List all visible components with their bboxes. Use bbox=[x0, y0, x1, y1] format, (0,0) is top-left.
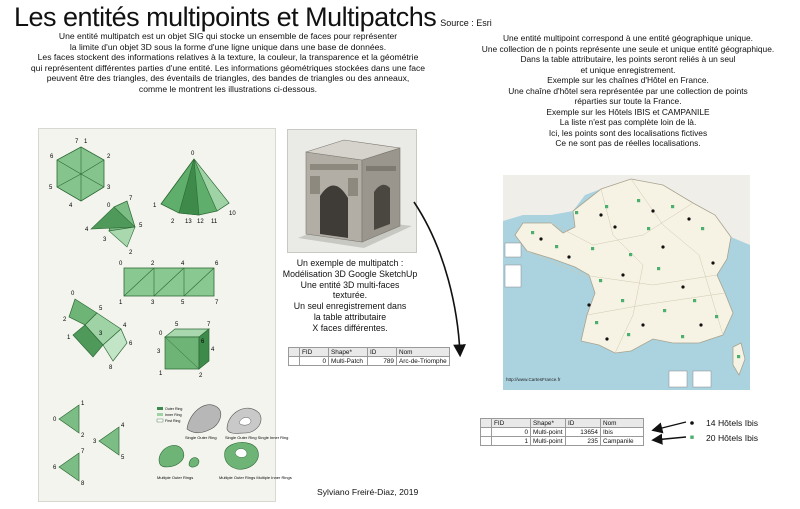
vertex-label: 6 bbox=[129, 341, 133, 347]
vertex-label: 3 bbox=[107, 185, 111, 191]
caption-line: la table attributaire bbox=[313, 311, 387, 322]
caption-line: texturée. bbox=[332, 290, 368, 301]
column-header[interactable]: Shape* bbox=[531, 419, 566, 428]
ibis-point[interactable] bbox=[599, 213, 602, 216]
ring-caption: Multiple Outer Rings Multiple Inner Rings bbox=[219, 475, 292, 480]
table-cell: 0 bbox=[492, 428, 531, 437]
vertex-label: 7 bbox=[215, 300, 219, 306]
overseas-inset bbox=[693, 371, 711, 387]
campanile-point[interactable] bbox=[621, 299, 624, 302]
table-cell: Multi-point bbox=[531, 428, 566, 437]
vertex-label: 13 bbox=[185, 219, 192, 225]
text-line: la limite d'un objet 3D sous la forme d'une ligne unique dans une base de données. bbox=[69, 41, 387, 52]
text-line: Une collection de n points représente une seule et unique entité géographique. bbox=[481, 43, 775, 54]
vertex-label: 4 bbox=[181, 261, 185, 267]
text-line: réparties sur toute la France. bbox=[574, 96, 682, 106]
vertex-label: 5 bbox=[49, 185, 53, 191]
vertex-label: 8 bbox=[109, 365, 113, 371]
table-cell: 789 bbox=[368, 357, 397, 366]
campanile-point[interactable] bbox=[681, 335, 684, 338]
campanile-point[interactable] bbox=[637, 199, 640, 202]
campanile-point[interactable] bbox=[671, 205, 674, 208]
ibis-point[interactable] bbox=[605, 337, 608, 340]
vertex-label: 0 bbox=[71, 291, 75, 297]
multipatch-arrow bbox=[414, 202, 460, 354]
table-row[interactable] bbox=[289, 357, 450, 366]
campanile-point[interactable] bbox=[657, 267, 660, 270]
vertex-label: 11 bbox=[211, 219, 218, 225]
vertex-label: 4 bbox=[85, 227, 89, 233]
campanile-point[interactable] bbox=[599, 279, 602, 282]
campanile-point[interactable] bbox=[737, 355, 740, 358]
vertex-label: 6 bbox=[50, 154, 54, 160]
vertex-label: 2 bbox=[151, 261, 155, 267]
vertex-label: 1 bbox=[84, 139, 88, 145]
vertex-label: 4 bbox=[211, 347, 215, 353]
vertex-label: 3 bbox=[93, 439, 97, 445]
france-map-drawing bbox=[503, 175, 750, 390]
campanile-point[interactable] bbox=[663, 309, 666, 312]
vertex-label: 2 bbox=[129, 250, 133, 256]
text-line: Ce ne sont pas de réelles localisations. bbox=[555, 138, 701, 148]
ibis-point[interactable] bbox=[613, 225, 616, 228]
table-cell: Multi-point bbox=[531, 437, 566, 446]
author-credit: Sylviano Freiré-Diaz, 2019 bbox=[317, 487, 419, 497]
campanile-point[interactable] bbox=[701, 227, 704, 230]
title-source: Source : Esri bbox=[440, 18, 492, 28]
text-line: Exemple sur les chaînes d'Hôtel en France. bbox=[547, 75, 709, 85]
ibis-point[interactable] bbox=[567, 255, 570, 258]
text-line: peuvent être des triangles, des éventails de triangles, des bandes de triangles ou des anneaux, bbox=[46, 73, 410, 84]
ring-legend-label: Outer Ring bbox=[165, 407, 183, 411]
campanile-point[interactable] bbox=[591, 247, 594, 250]
column-header[interactable]: Shape* bbox=[329, 348, 368, 357]
ibis-point[interactable] bbox=[587, 303, 590, 306]
vertex-label: 0 bbox=[159, 331, 163, 337]
text-line: Exemple sur les Hôtels IBIS et CAMPANILE bbox=[546, 106, 710, 117]
text-line: Une entité multipoint correspond à une entité géographique unique. bbox=[502, 33, 754, 43]
column-header[interactable]: Nom bbox=[397, 348, 450, 357]
vertex-label: 6 bbox=[215, 261, 219, 267]
vertex-label: 3 bbox=[103, 237, 107, 243]
table-cell: 13654 bbox=[566, 428, 601, 437]
caption-line: Un exemple de multipatch : bbox=[296, 258, 404, 268]
text-line: Une entité multipatch est un objet SIG qui stocke un ensemble de faces pour représenter bbox=[58, 31, 398, 41]
ibis-point[interactable] bbox=[699, 323, 702, 326]
ibis-point[interactable] bbox=[687, 217, 690, 220]
vertex-label: 1 bbox=[159, 371, 163, 377]
ring-caption: Multiple Outer Rings bbox=[157, 475, 194, 480]
vertex-label: 2 bbox=[107, 154, 111, 160]
ibis-point[interactable] bbox=[539, 237, 542, 240]
vertex-label: 4 bbox=[121, 423, 125, 429]
vertex-label: 4 bbox=[123, 323, 127, 329]
table-row[interactable] bbox=[481, 437, 644, 446]
vertex-label: 3 bbox=[151, 300, 155, 306]
text-line: Dans la table attributaire, les points seront reliés à un seul bbox=[520, 54, 736, 64]
vertex-label: 7 bbox=[207, 322, 211, 328]
vertex-label: 12 bbox=[197, 219, 204, 225]
campanile-point[interactable] bbox=[555, 245, 558, 248]
caption-line: Modélisation 3D Google SketchUp bbox=[282, 268, 418, 279]
table-cell: Campanile bbox=[601, 437, 644, 446]
text-line: Ici, les points sont des localisations fictives bbox=[548, 127, 708, 138]
ring-legend-label: Inner Ring bbox=[165, 413, 182, 417]
vertex-label: 7 bbox=[75, 139, 79, 145]
caption-line: Un seul enregistrement dans bbox=[293, 301, 407, 312]
table-cell: Ibis bbox=[601, 428, 644, 437]
ibis-arrow bbox=[654, 422, 686, 430]
campanile-legend-label: 20 Hôtels Ibis bbox=[706, 433, 759, 443]
ibis-point[interactable] bbox=[681, 285, 684, 288]
vertex-label: 6 bbox=[201, 339, 205, 345]
vertex-label: 5 bbox=[139, 223, 143, 229]
text-line: Une chaîne d'hôtel sera représentée par une collection de points bbox=[508, 85, 748, 96]
column-header[interactable]: FID bbox=[300, 348, 329, 357]
vertex-label: 1 bbox=[81, 401, 85, 407]
ibis-legend-label: 14 Hôtels Ibis bbox=[706, 418, 759, 428]
campanile-point[interactable] bbox=[595, 321, 598, 324]
text-line: comme le montrent les illustrations ci-dessous. bbox=[138, 83, 318, 94]
campanile-point[interactable] bbox=[715, 315, 718, 318]
row-selector-header[interactable] bbox=[481, 419, 492, 428]
vertex-label: 5 bbox=[121, 455, 125, 461]
vertex-label: 2 bbox=[63, 317, 67, 323]
ibis-point[interactable] bbox=[621, 273, 624, 276]
ring-caption: Single Outer Ring bbox=[185, 435, 217, 440]
vertex-label: 3 bbox=[99, 331, 103, 337]
multipoint-attribute-table bbox=[480, 418, 644, 446]
campanile-point[interactable] bbox=[629, 253, 632, 256]
text-line: Les faces stockent des informations relatives à la texture, la couleur, la transparence et la géométrie bbox=[37, 52, 419, 63]
ibis-point[interactable] bbox=[651, 209, 654, 212]
table-cell: 0 bbox=[300, 357, 329, 366]
text-line: et unique enregistrement. bbox=[580, 64, 676, 75]
campanile-point[interactable] bbox=[647, 227, 650, 230]
title-text: Les entités multipoints et Multipatchs bbox=[14, 2, 437, 32]
vertex-label: 2 bbox=[81, 433, 85, 439]
campanile-point[interactable] bbox=[575, 211, 578, 214]
campanile-point[interactable] bbox=[605, 205, 608, 208]
column-header[interactable]: ID bbox=[566, 419, 601, 428]
vertex-label: 0 bbox=[119, 261, 123, 267]
campanile-legend-symbol bbox=[690, 436, 693, 439]
row-selector[interactable] bbox=[481, 428, 492, 437]
caption-line: X faces différentes. bbox=[312, 322, 388, 333]
overseas-inset bbox=[505, 265, 521, 287]
campanile-point[interactable] bbox=[627, 333, 630, 336]
vertex-label: 5 bbox=[181, 300, 185, 306]
overseas-inset bbox=[505, 243, 521, 257]
ring-caption: Single Outer Ring Single Inner Ring bbox=[225, 435, 289, 440]
multipatch-attribute-table bbox=[288, 347, 450, 366]
vertex-label: 3 bbox=[157, 349, 161, 355]
table-cell: Arc-de-Triomphe bbox=[397, 357, 450, 366]
table-row[interactable] bbox=[481, 428, 644, 437]
ibis-point[interactable] bbox=[641, 323, 644, 326]
campanile-arrow bbox=[654, 437, 686, 440]
vertex-label: 5 bbox=[99, 306, 103, 312]
vertex-label: 1 bbox=[119, 300, 123, 306]
table-cell: 235 bbox=[566, 437, 601, 446]
overseas-inset bbox=[669, 371, 687, 387]
ibis-point[interactable] bbox=[661, 245, 664, 248]
text-line: La liste n'est pas complète loin de là. bbox=[559, 117, 697, 127]
vertex-label: 0 bbox=[53, 417, 57, 423]
map-credit: http://www.CartesFrance.fr bbox=[506, 377, 561, 382]
vertex-label: 1 bbox=[153, 203, 157, 209]
vertex-label: 1 bbox=[67, 335, 71, 341]
vertex-label: 7 bbox=[81, 449, 85, 455]
vertex-label: 7 bbox=[129, 196, 133, 202]
vertex-label: 5 bbox=[175, 322, 179, 328]
column-header[interactable]: ID bbox=[368, 348, 397, 357]
ring-legend-label: First Ring bbox=[165, 419, 181, 423]
table-cell: 1 bbox=[492, 437, 531, 446]
vertex-label: 0 bbox=[191, 151, 195, 157]
vertex-label: 6 bbox=[53, 465, 57, 471]
vertex-label: 2 bbox=[199, 373, 203, 379]
vertex-label: 0 bbox=[107, 203, 111, 209]
caption-line: Une entité 3D multi-faces bbox=[300, 279, 400, 290]
legend-symbols bbox=[688, 418, 698, 444]
vertex-label: 2 bbox=[171, 219, 175, 225]
vertex-label: 8 bbox=[81, 481, 85, 487]
france-hotels-map bbox=[503, 175, 750, 390]
text-line: qui représentent différentes parties d'une entité. Les informations géométriques stockées dans une face bbox=[30, 62, 426, 73]
table-cell: Multi-Patch bbox=[329, 357, 368, 366]
row-selector-header[interactable] bbox=[289, 348, 300, 357]
row-selector[interactable] bbox=[481, 437, 492, 446]
vertex-label: 4 bbox=[69, 203, 73, 209]
column-header[interactable]: Nom bbox=[601, 419, 644, 428]
column-header[interactable]: FID bbox=[492, 419, 531, 428]
campanile-point[interactable] bbox=[531, 231, 534, 234]
ibis-legend-symbol bbox=[690, 421, 694, 425]
ibis-point[interactable] bbox=[711, 261, 714, 264]
table-header-row bbox=[289, 348, 450, 357]
row-selector[interactable] bbox=[289, 357, 300, 366]
table-header-row bbox=[481, 419, 644, 428]
vertex-label: 10 bbox=[229, 211, 236, 217]
campanile-point[interactable] bbox=[693, 299, 696, 302]
